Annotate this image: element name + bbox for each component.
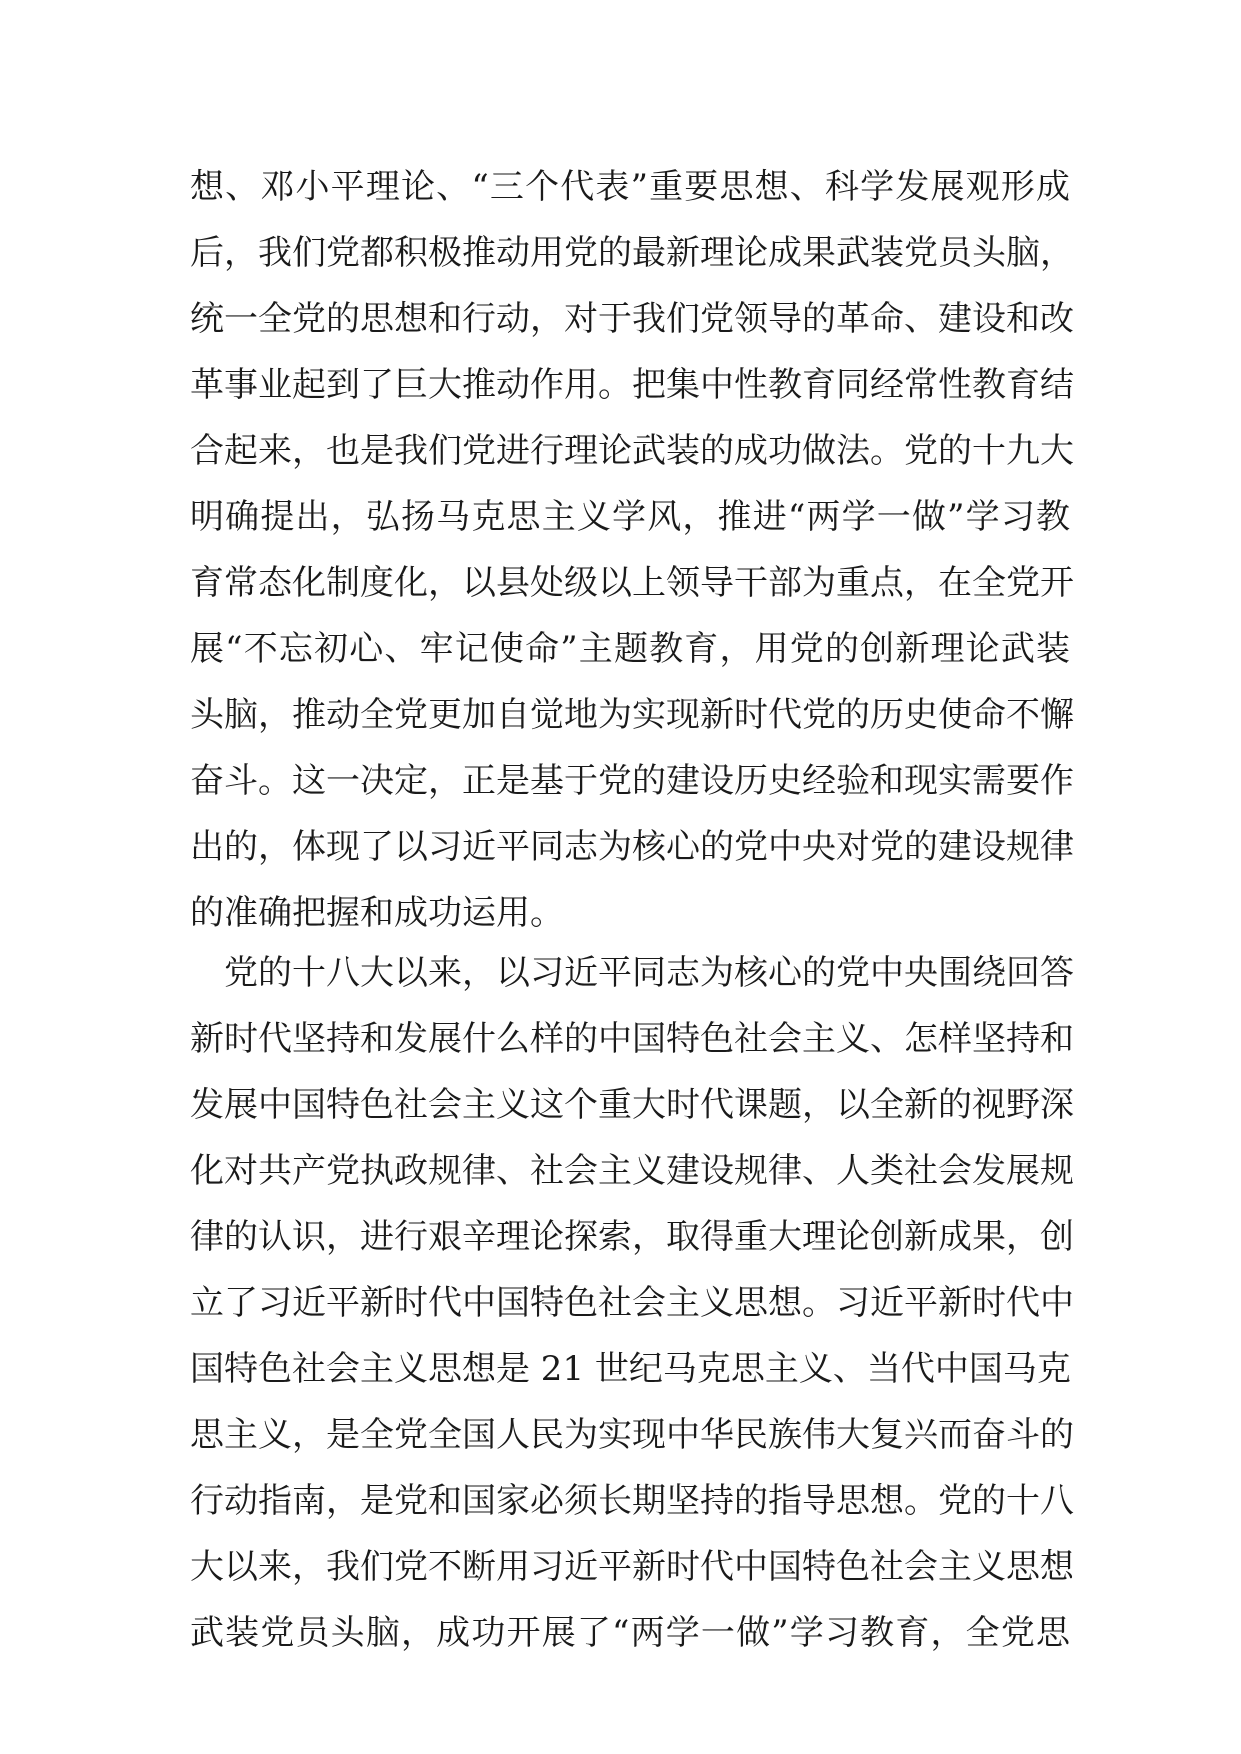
text-line: 党的十八大以来，以习近平同志为核心的党中央围绕回答 (224, 953, 1074, 993)
text-line: 国特色社会主义思想是 21 世纪马克思主义、当代中国马克 (190, 1349, 1071, 1389)
text-line: 革事业起到了巨大推动作用。把集中性教育同经常性教育结 (190, 365, 1074, 405)
text-line: 出的，体现了以习近平同志为核心的党中央对党的建设规律 (190, 827, 1074, 867)
text-line: 大以来，我们党不断用习近平新时代中国特色社会主义思想 (190, 1547, 1074, 1587)
text-line: 新时代坚持和发展什么样的中国特色社会主义、怎样坚持和 (190, 1019, 1074, 1059)
text-line: 明确提出，弘扬马克思主义学风，推进“两学一做”学习教 (190, 497, 1070, 537)
text-line: 行动指南，是党和国家必须长期坚持的指导思想。党的十八 (190, 1481, 1074, 1521)
paragraph-2 (190, 940, 1074, 1666)
text-line: 育常态化制度化，以县处级以上领导干部为重点，在全党开 (190, 563, 1074, 603)
text-line: 想、邓小平理论、“三个代表”重要思想、科学发展观形成 (190, 167, 1070, 207)
text-line: 武装党员头脑，成功开展了“两学一做”学习教育，全党思 (190, 1613, 1070, 1653)
paragraph-1 (190, 154, 1074, 946)
text-line: 思主义，是全党全国人民为实现中华民族伟大复兴而奋斗的 (190, 1415, 1074, 1455)
text-line: 化对共产党执政规律、社会主义建设规律、人类社会发展规 (190, 1151, 1074, 1191)
text-line: 发展中国特色社会主义这个重大时代课题，以全新的视野深 (190, 1085, 1074, 1125)
text-line: 展“不忘初心、牢记使命”主题教育，用党的创新理论武装 (190, 629, 1070, 669)
text-line: 合起来，也是我们党进行理论武装的成功做法。党的十九大 (190, 431, 1074, 471)
text-line: 律的认识，进行艰辛理论探索，取得重大理论创新成果，创 (190, 1217, 1074, 1257)
text-line: 的准确把握和成功运用。 (190, 893, 564, 933)
text-line: 头脑，推动全党更加自觉地为实现新时代党的历史使命不懈 (190, 695, 1074, 735)
text-line: 后，我们党都积极推动用党的最新理论成果武装党员头脑， (190, 233, 1074, 273)
text-line: 统一全党的思想和行动，对于我们党领导的革命、建设和改 (190, 299, 1074, 339)
text-line: 奋斗。这一决定，正是基于党的建设历史经验和现实需要作 (190, 761, 1074, 801)
text-line: 立了习近平新时代中国特色社会主义思想。习近平新时代中 (190, 1283, 1074, 1323)
